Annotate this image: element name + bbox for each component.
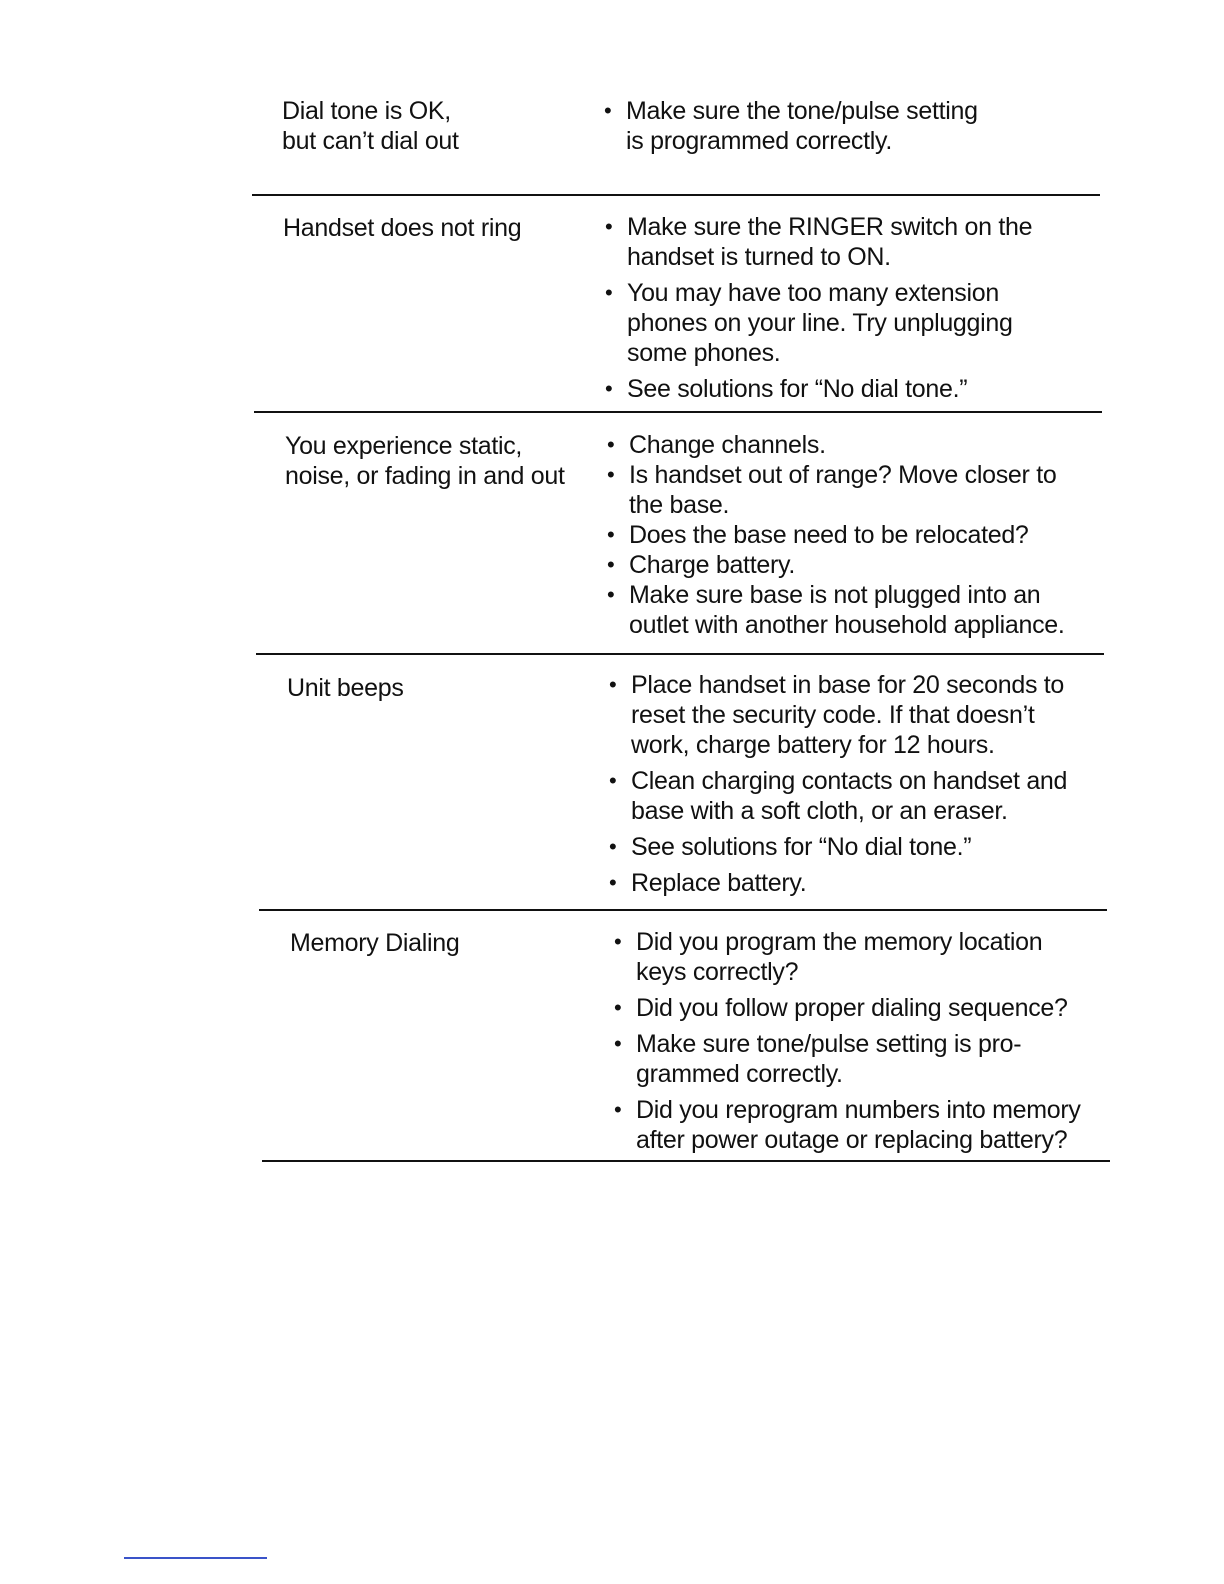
solution-line: work, charge battery for 12 hours. (631, 731, 995, 759)
solution-list (614, 927, 1081, 1155)
bullet-icon: • (614, 995, 622, 1020)
solution-item (607, 520, 1065, 550)
solution-line: keys correctly? (636, 958, 799, 986)
row-divider (252, 194, 1100, 196)
solution-line: outlet with another household appliance. (629, 611, 1065, 639)
bullet-icon: • (609, 672, 617, 697)
bullet-icon: • (605, 214, 613, 239)
solution-item (605, 278, 1032, 368)
solution-line: grammed correctly. (636, 1060, 843, 1088)
solution-line: Make sure tone/pulse setting is pro- (636, 1030, 1022, 1058)
solution-line: Did you reprogram numbers into memory (636, 1096, 1081, 1124)
bullet-icon: • (609, 834, 617, 859)
solution-line: phones on your line. Try unplugging (627, 309, 1013, 337)
solution-line: See solutions for “No dial tone.” (631, 833, 972, 861)
solution-list (604, 96, 978, 156)
solution-line: Make sure base is not plugged into an (629, 581, 1041, 609)
bullet-icon: • (607, 432, 615, 457)
bullet-icon: • (604, 98, 612, 123)
solution-line: Clean charging contacts on handset and (631, 767, 1068, 795)
problem-line: You experience static, (285, 432, 523, 460)
solution-list (609, 670, 1067, 898)
solution-item (609, 868, 1067, 898)
solution-line: after power outage or replacing battery? (636, 1126, 1068, 1154)
problem-line: noise, or fading in and out (285, 462, 565, 490)
problem-handset-no-ring (283, 213, 521, 243)
solution-line: Change channels. (629, 431, 826, 459)
bullet-icon: • (614, 929, 622, 954)
solution-item (605, 374, 1032, 404)
solution-line: Place handset in base for 20 seconds to (631, 671, 1065, 699)
bullet-icon: • (607, 582, 615, 607)
bullet-icon: • (605, 376, 613, 401)
solution-line: reset the security code. If that doesn’t (631, 701, 1035, 729)
solution-line: the base. (629, 491, 730, 519)
problem-line: Unit beeps (287, 674, 404, 702)
solution-item (607, 430, 1065, 460)
solution-line: You may have too many extension (627, 279, 999, 307)
bullet-icon: • (614, 1031, 622, 1056)
solution-line: Is handset out of range? Move closer to (629, 461, 1057, 489)
solution-line: Did you follow proper dialing sequence? (636, 994, 1068, 1022)
problem-unit-beeps (287, 673, 404, 703)
problem-static-noise (285, 431, 565, 491)
solution-item (604, 96, 978, 156)
problem-dial-tone-ok (282, 96, 459, 156)
footnote-rule (124, 1557, 267, 1559)
solution-line: Charge battery. (629, 551, 795, 579)
bullet-icon: • (609, 768, 617, 793)
solution-line: Did you program the memory location (636, 928, 1043, 956)
solution-item (607, 580, 1065, 640)
problem-memory-dialing (290, 928, 459, 958)
solution-line: See solutions for “No dial tone.” (627, 375, 968, 403)
solution-line: is programmed correctly. (626, 127, 893, 155)
solution-line: Make sure the RINGER switch on the (627, 213, 1033, 241)
problem-line: Memory Dialing (290, 929, 460, 957)
solution-list (607, 430, 1065, 640)
row-divider (262, 1160, 1110, 1162)
solution-item (614, 1029, 1081, 1089)
solution-line: Make sure the tone/pulse setting (626, 97, 978, 125)
solution-item (605, 212, 1032, 272)
solution-item (609, 832, 1067, 862)
solution-line: some phones. (627, 339, 781, 367)
solution-item (614, 927, 1081, 987)
problem-line: Dial tone is OK, (282, 97, 451, 125)
bullet-icon: • (607, 522, 615, 547)
solution-item (614, 993, 1081, 1023)
solution-line: handset is turned to ON. (627, 243, 891, 271)
solution-item (609, 670, 1067, 760)
solution-item (607, 550, 1065, 580)
bullet-icon: • (607, 462, 615, 487)
solution-item (609, 766, 1067, 826)
solution-line: Does the base need to be relocated? (629, 521, 1029, 549)
row-divider (254, 411, 1102, 413)
bullet-icon: • (614, 1097, 622, 1122)
solution-item (607, 460, 1065, 520)
bullet-icon: • (605, 280, 613, 305)
solution-item (614, 1095, 1081, 1155)
problem-line: Handset does not ring (283, 214, 522, 242)
row-divider (256, 653, 1104, 655)
problem-line: but can’t dial out (282, 127, 459, 155)
row-divider (259, 909, 1107, 911)
solution-line: Replace battery. (631, 869, 807, 897)
solution-line: base with a soft cloth, or an eraser. (631, 797, 1008, 825)
bullet-icon: • (609, 870, 617, 895)
solution-list (605, 212, 1032, 404)
bullet-icon: • (607, 552, 615, 577)
